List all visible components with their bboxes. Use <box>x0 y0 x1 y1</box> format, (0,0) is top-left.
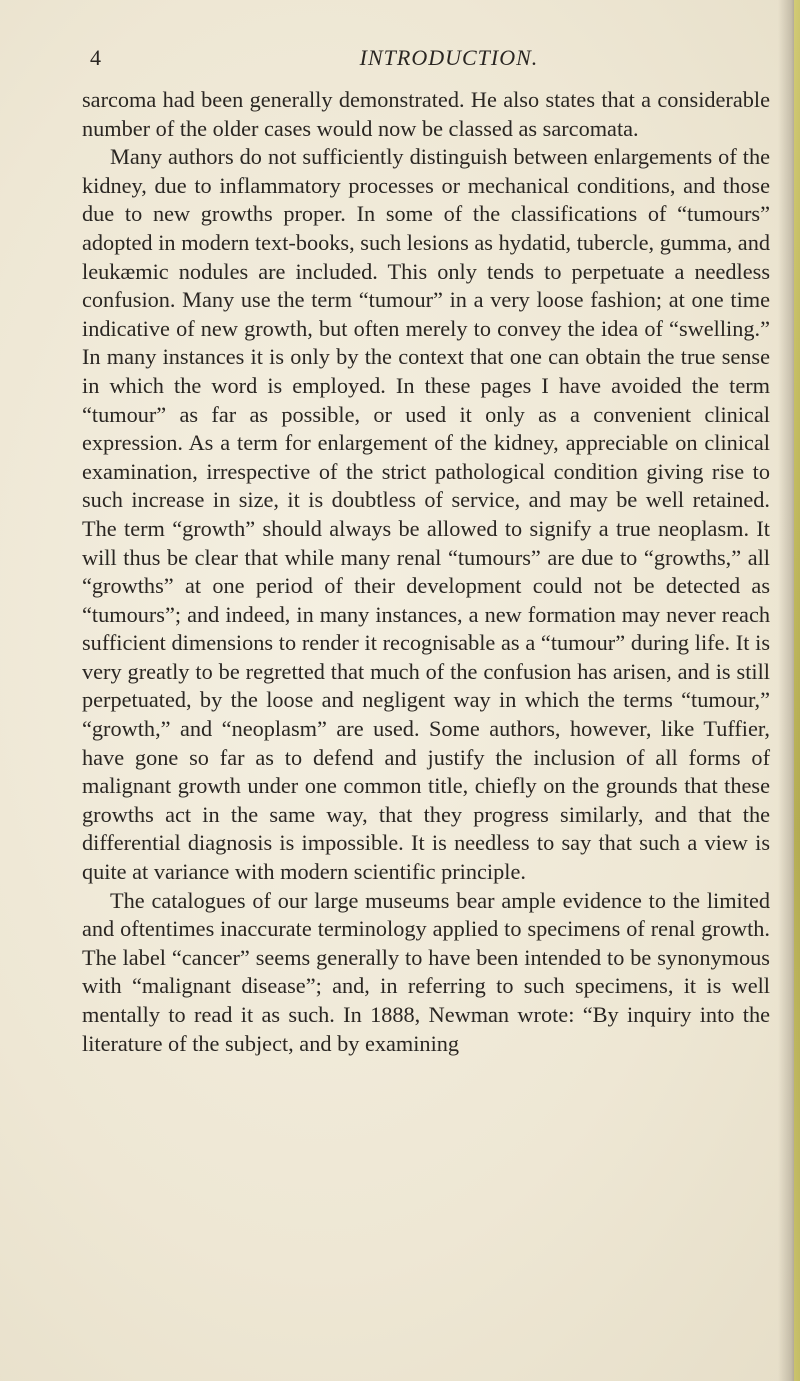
paragraph: sarcoma had been generally demonstrated. He also states that a considerable number of the older cases would now be classed as sarcomata. <box>82 87 770 141</box>
page-edge <box>794 0 800 1381</box>
paragraph: Many authors do not sufficiently distinguish between enlargements of the kidney, due to inflammatory processes or mechanical conditions, and those due to new growths proper. In some of the classifications of “tumours” adopted in modern text-books, such lesions as hydatid, tubercle, gumma, and leukæmic nodules are included. This only tends to perpetuate a needless confusion. Many use the term “tumour” in a very loose fashion; at one time indicative of new growth, but often merely to convey the idea of “swelling.” In many instances it is only by the context that one can obtain the true sense in which the word is employed. In these pages I have avoided the term “tumour” as far as possible, or used it only as a convenient clinical expression. As a term for enlargement of the kidney, appreciable on clinical examination, irrespective of the strict pathological condition giving rise to such increase in size, it is doubtless of service, and may be well retained. The term “growth” should always be allowed to signify a true neoplasm. It will thus be clear that while many renal “tumours” are due to “growths,” all “growths” at one period of their development could not be detected as “tumours”; and indeed, in many instances, a new formation may never reach sufficient dimensions to render it recognisable as a “tumour” during life. It is very greatly to be regretted that much of the confusion has arisen, and is still perpetuated, by the loose and negligent way in which the terms “tumour,” “growth,” and “neoplasm” are used. Some authors, however, like Tuffier, have gone so far as to defend and justify the inclusion of all forms of malignant growth under one common title, chiefly on the grounds that these growths act in the same way, that they progress similarly, and that the differential diagnosis is impossible. It is needless to say that such a view is quite at variance with modern scientific principle. <box>82 144 770 885</box>
page-number: 4 <box>90 45 101 70</box>
body-text <box>82 86 770 1058</box>
page-header <box>84 44 774 76</box>
paragraph: The catalogues of our large museums bear ample evidence to the limited and oftentimes inaccurate terminology applied to specimens of renal growth. The label “cancer” seems generally to have been intended to be synonymous with “malignant disease”; and, in referring to such specimens, it is well mentally to read it as such. In 1888, Newman wrote: “By inquiry into the literature of the subject, and by examining <box>82 887 770 1056</box>
running-title: INTRODUCTION. <box>359 45 539 70</box>
